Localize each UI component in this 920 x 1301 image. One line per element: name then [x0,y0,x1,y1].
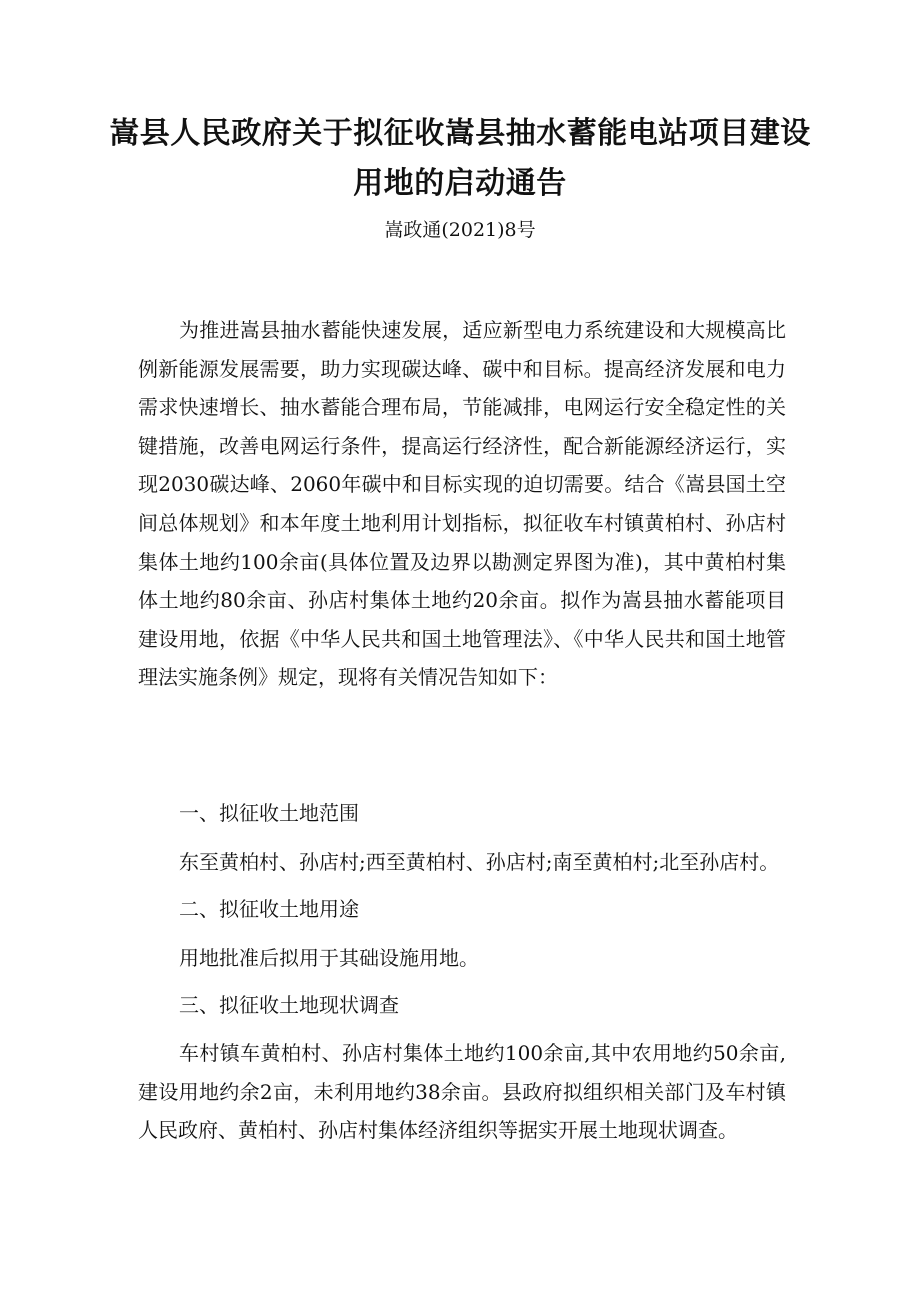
section-text-land-use: 用地批准后拟用于其础设施用地。 [179,946,479,970]
section-text-land-survey: 车村镇车黄柏村、孙店村集体土地约100余亩,其中农用地约50余亩,建设用地约余2亩，未利用地约38余亩。县政府拟组织相关部门及车村镇人民政府、黄柏村、孙店村集体经济组织等据实开展土地现状调查。 [138,1041,786,1143]
document-number: 嵩政通(2021)8号 [384,219,536,241]
section-heading-land-scope: 一、拟征收土地范围 [179,801,359,825]
section-heading-land-survey: 三、拟征收土地现状调查 [179,993,399,1017]
document-title-line-2: 用地的启动通告 [353,166,567,201]
section-heading-land-use: 二、拟征收土地用途 [179,897,359,921]
section-text-land-scope: 东至黄柏村、孙店村;西至黄柏村、孙店村;南至黄柏村;北至孙店村。 [179,850,780,874]
document-title-line-1: 嵩县人民政府关于拟征收嵩县抽水蓄能电站项目建设 [109,116,811,151]
intro-paragraph: 为推进嵩县抽水蓄能快速发展，适应新型电力系统建设和大规模高比例新能源发展需要，助力实现碳达峰、碳中和目标。提高经济发展和电力需求快速增长、抽水蓄能合理布局，节能减排，电网运行安全稳定性的关键措施，改善电网运行条件，提高运行经济性，配合新能源经济运行，实现2030碳达峰、2060年碳中和目标实现的迫切需要。结合《嵩县国土空间总体规划》和本年度土地利用计划指标，拟征收车村镇黄柏村、孙店村集体土地约100余亩(具体位置及边界以勘测定界图为准)，其中黄柏村集体土地约80余亩、孙店村集体土地约20余亩。拟作为嵩县抽水蓄能项目建设用地，依据《中华人民共和国土地管理法》、《中华人民共和国土地管理法实施条例》规定，现将有关情况告知如下： [138,318,786,690]
